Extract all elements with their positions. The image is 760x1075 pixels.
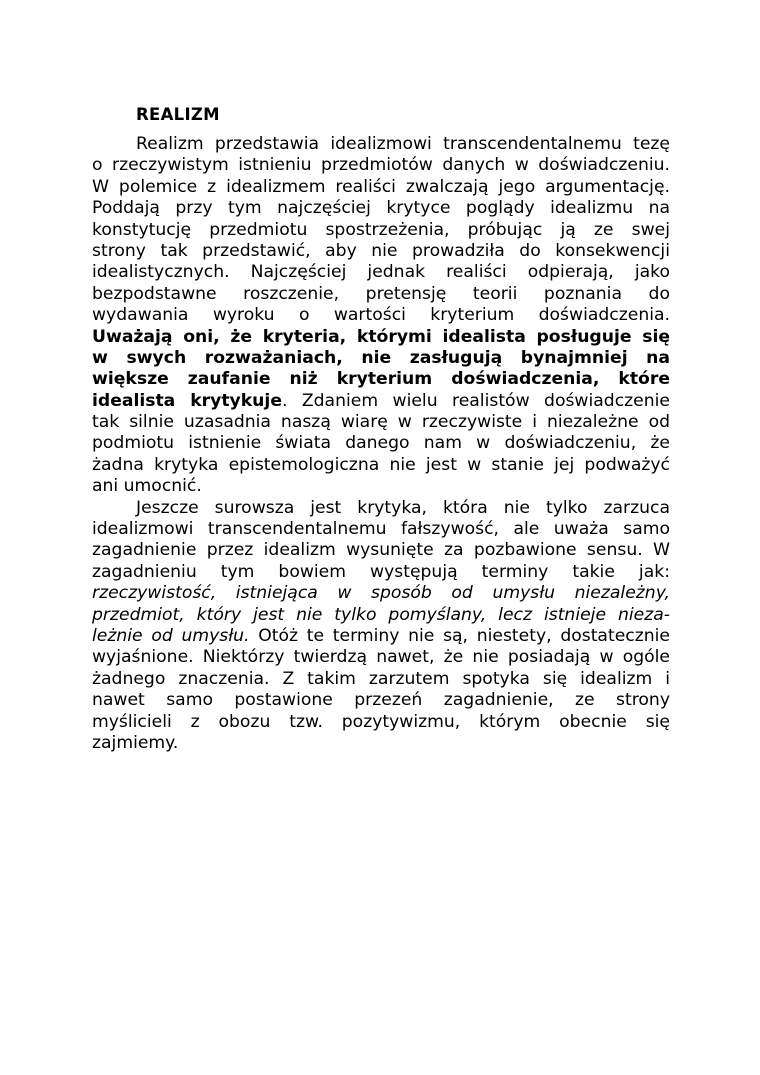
text-segment: bezpodstawne roszczenie, pretensję teorii poznania do <box>92 283 670 304</box>
text-line <box>92 712 670 733</box>
text-line <box>92 733 670 754</box>
text-segment: zagadnienie przez idealizm wysunięte za pozbawione sensu. W <box>92 540 670 561</box>
text-segment: zagadnieniu tym bowiem występują terminy takie jak: <box>92 561 670 582</box>
text-line <box>92 412 670 433</box>
text-segment: żadnego znaczenia. Z takim zarzutem spotyka się idealizm i <box>92 668 670 689</box>
text-segment: strony tak przedstawić, aby nie prowadziła do konsekwencji <box>92 240 670 261</box>
text-line <box>92 562 670 583</box>
text-line <box>92 305 670 326</box>
text-segment: wyjaśnione. Niektórzy twierdzą nawet, że nie posiadają w ogóle <box>92 647 670 668</box>
text-line <box>92 690 670 711</box>
italic-text-segment: rzeczywistość, istniejąca w sposób od umysłu niezależny, <box>92 583 670 604</box>
text-line <box>92 198 670 219</box>
text-segment: ani umocnić. <box>92 476 202 497</box>
text-segment: wydawania wyroku o wartości kryterium doświadczenia. <box>92 305 670 326</box>
text-line <box>92 348 670 369</box>
text-segment: Jeszcze surowsza jest krytyka, która nie tylko zarzuca <box>136 497 670 518</box>
text-segment: podmiotu istnienie świata danego nam w doświadczeniu, że <box>92 433 670 454</box>
text-line <box>92 476 670 497</box>
text-segment: Otóż te terminy nie są, niestety, dostatecznie <box>249 625 670 646</box>
text-line <box>92 327 670 348</box>
text-segment: konstytucję przedmiotu spostrzeżenia, próbując ją ze swej <box>92 219 670 240</box>
text-segment: idealistycznych. Najczęściej jednak realiści odpierają, jako <box>92 262 670 283</box>
text-segment: Poddają przy tym najczęściej krytyce poglądy idealizmu na <box>92 198 670 219</box>
text-line <box>92 155 670 176</box>
bold-text-segment: Uważają oni, że kryteria, którymi idealista posługuje się <box>92 326 670 347</box>
text-segment: W polemice z idealizmem realiści zwalczają jego argumentację. <box>92 176 670 197</box>
text-line <box>92 134 670 155</box>
text-segment: o rzeczywistym istnieniu przedmiotów danych w doświadczeniu. <box>92 155 670 176</box>
text-line <box>92 455 670 476</box>
text-line <box>92 583 670 604</box>
text-segment: żadna krytyka epistemologiczna nie jest w stanie jej podważyć <box>92 454 670 475</box>
text-line <box>92 519 670 540</box>
text-line <box>92 498 670 519</box>
text-line <box>92 669 670 690</box>
text-line <box>92 220 670 241</box>
bold-text-segment: większe zaufanie niż kryterium doświadczenia, które <box>92 369 670 390</box>
text-segment: myślicieli z obozu tzw. pozytywizmu, którym obecnie się <box>92 711 670 732</box>
text-segment: tak silnie uzasadnia naszą wiarę w rzeczywiste i niezależne od <box>92 412 670 433</box>
text-segment: . Zdaniem wielu realistów doświadczenie <box>281 390 670 411</box>
text-line <box>92 177 670 198</box>
bold-text-segment: w swych rozważaniach, nie zasługują bynajmniej na <box>92 347 670 368</box>
text-line <box>92 262 670 283</box>
body-text <box>92 134 670 754</box>
text-segment: nawet samo postawione przezeń zagadnienie, ze strony <box>92 690 670 711</box>
bold-text-segment: idealista krytykuje <box>92 390 282 411</box>
text-line <box>92 626 670 647</box>
text-line <box>92 647 670 668</box>
text-line <box>92 540 670 561</box>
page-title: REALIZM <box>136 105 220 124</box>
text-segment: zajmiemy. <box>92 732 179 753</box>
text-line <box>92 284 670 305</box>
text-segment: Realizm przedstawia idealizmowi transcendentalnemu tezę <box>136 134 670 154</box>
text-line <box>92 241 670 262</box>
italic-text-segment: leżnie od umysłu. <box>92 625 250 646</box>
text-line <box>92 605 670 626</box>
text-line <box>92 391 670 412</box>
text-line <box>92 433 670 454</box>
text-line <box>92 369 670 390</box>
italic-text-segment: przedmiot, który jest nie tylko pomyślany, lecz istnieje nieza- <box>92 604 670 625</box>
text-segment: idealizmowi transcendentalnemu fałszywość, ale uważa samo <box>92 519 670 540</box>
